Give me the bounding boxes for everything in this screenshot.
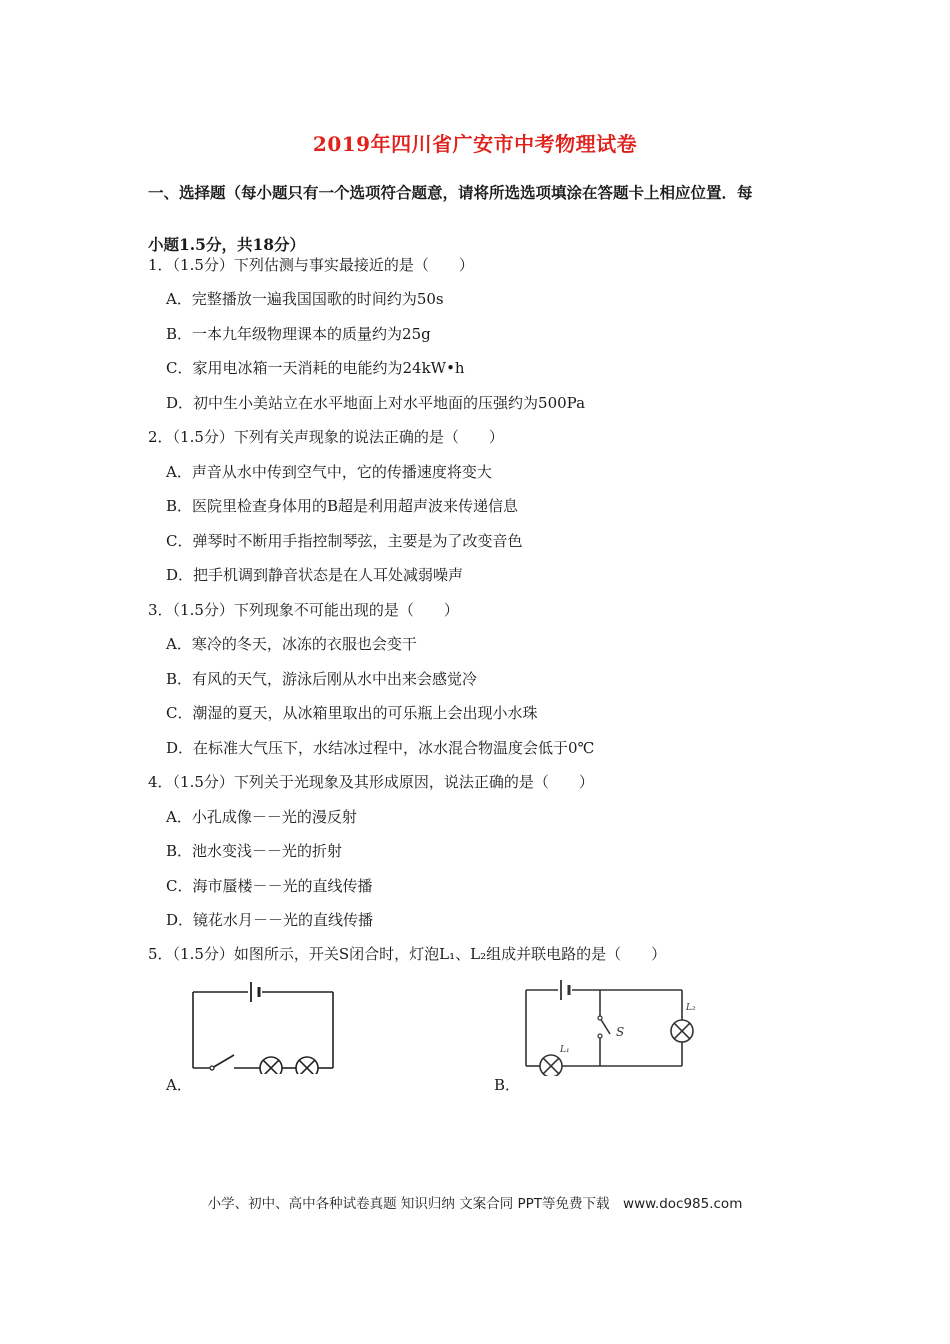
- question-4-stem: 4．（1.5分）下列关于光现象及其形成原因，说法正确的是（ ）: [148, 773, 594, 791]
- switch-contact-icon: [210, 1066, 214, 1070]
- circuit-diagram-a: [188, 978, 338, 1074]
- question-3-option-c: C．潮湿的夏天，从冰箱里取出的可乐瓶上会出现小水珠: [166, 704, 538, 722]
- switch-contact-icon: [598, 1034, 602, 1038]
- footer-text: 小学、初中、高中各种试卷真题 知识归纳 文案合同 PPT等免费下载 www.doc985.com: [207, 1196, 743, 1212]
- switch-contact-icon: [598, 1016, 602, 1020]
- question-4-option-d: D．镜花水月－－光的直线传播: [166, 911, 374, 929]
- question-1-option-a: A．完整播放一遍我国国歌的时间约为50s: [166, 290, 444, 308]
- page-title: 2019年四川省广安市中考物理试卷: [312, 132, 638, 156]
- question-2-option-c: C．弹琴时不断用手指控制琴弦，主要是为了改变音色: [166, 532, 523, 550]
- switch-label: S: [616, 1025, 625, 1039]
- question-5-stem: 5．（1.5分）如图所示，开关S闭合时，灯泡L₁、L₂组成并联电路的是（ ）: [148, 945, 667, 963]
- question-3-option-b: B．有风的天气，游泳后刚从水中出来会感觉冷: [166, 670, 478, 688]
- question-1-option-d: D．初中生小美站立在水平地面上对水平地面的压强约为500Pa: [166, 394, 586, 412]
- question-1-stem: 1．（1.5分）下列估测与事实最接近的是（ ）: [148, 256, 474, 274]
- battery-icon: [561, 980, 569, 1000]
- question-3-option-d: D．在标准大气压下，水结冰过程中，冰水混合物温度会低于0℃: [166, 739, 595, 757]
- lamp-2-label: L₂: [686, 1003, 696, 1013]
- question-1-option-b: B．一本九年级物理课本的质量约为25g: [166, 325, 431, 343]
- question-4-option-a: A．小孔成像－－光的漫反射: [166, 808, 357, 826]
- section-heading-line-2: 小题1.5分，共18分）: [148, 235, 306, 254]
- circuit-diagram-b: [520, 976, 710, 1076]
- question-2-option-a: A．声音从水中传到空气中，它的传播速度将变大: [166, 463, 492, 481]
- question-1-option-c: C．家用电冰箱一天消耗的电能约为24kW•h: [166, 359, 465, 377]
- question-2-option-d: D．把手机调到静音状态是在人耳处减弱噪声: [166, 566, 464, 584]
- section-heading-line-1: 一、选择题（每小题只有一个选项符合题意，请将所选选项填涂在答题卡上相应位置．每: [148, 183, 753, 202]
- lamp-1-label: L₁: [560, 1045, 570, 1055]
- lamp-1-icon: [260, 1057, 282, 1074]
- lamp-2-icon: [296, 1057, 318, 1074]
- question-2-stem: 2．（1.5分）下列有关声现象的说法正确的是（ ）: [148, 428, 504, 446]
- figure-a-label: A．: [166, 1076, 192, 1094]
- figure-b-label: B．: [494, 1076, 521, 1094]
- question-4-option-c: C．海市蜃楼－－光的直线传播: [166, 877, 373, 895]
- question-2-option-b: B．医院里检查身体用的B超是利用超声波来传递信息: [166, 497, 519, 515]
- question-3-option-a: A．寒冷的冬天，冰冻的衣服也会变干: [166, 635, 417, 653]
- question-4-option-b: B．池水变浅－－光的折射: [166, 842, 343, 860]
- lamp-1-icon: [540, 1055, 562, 1076]
- section-heading: [148, 176, 828, 262]
- question-3-stem: 3．（1.5分）下列现象不可能出现的是（ ）: [148, 601, 459, 619]
- lamp-2-icon: [671, 1020, 693, 1042]
- battery-icon: [251, 982, 259, 1002]
